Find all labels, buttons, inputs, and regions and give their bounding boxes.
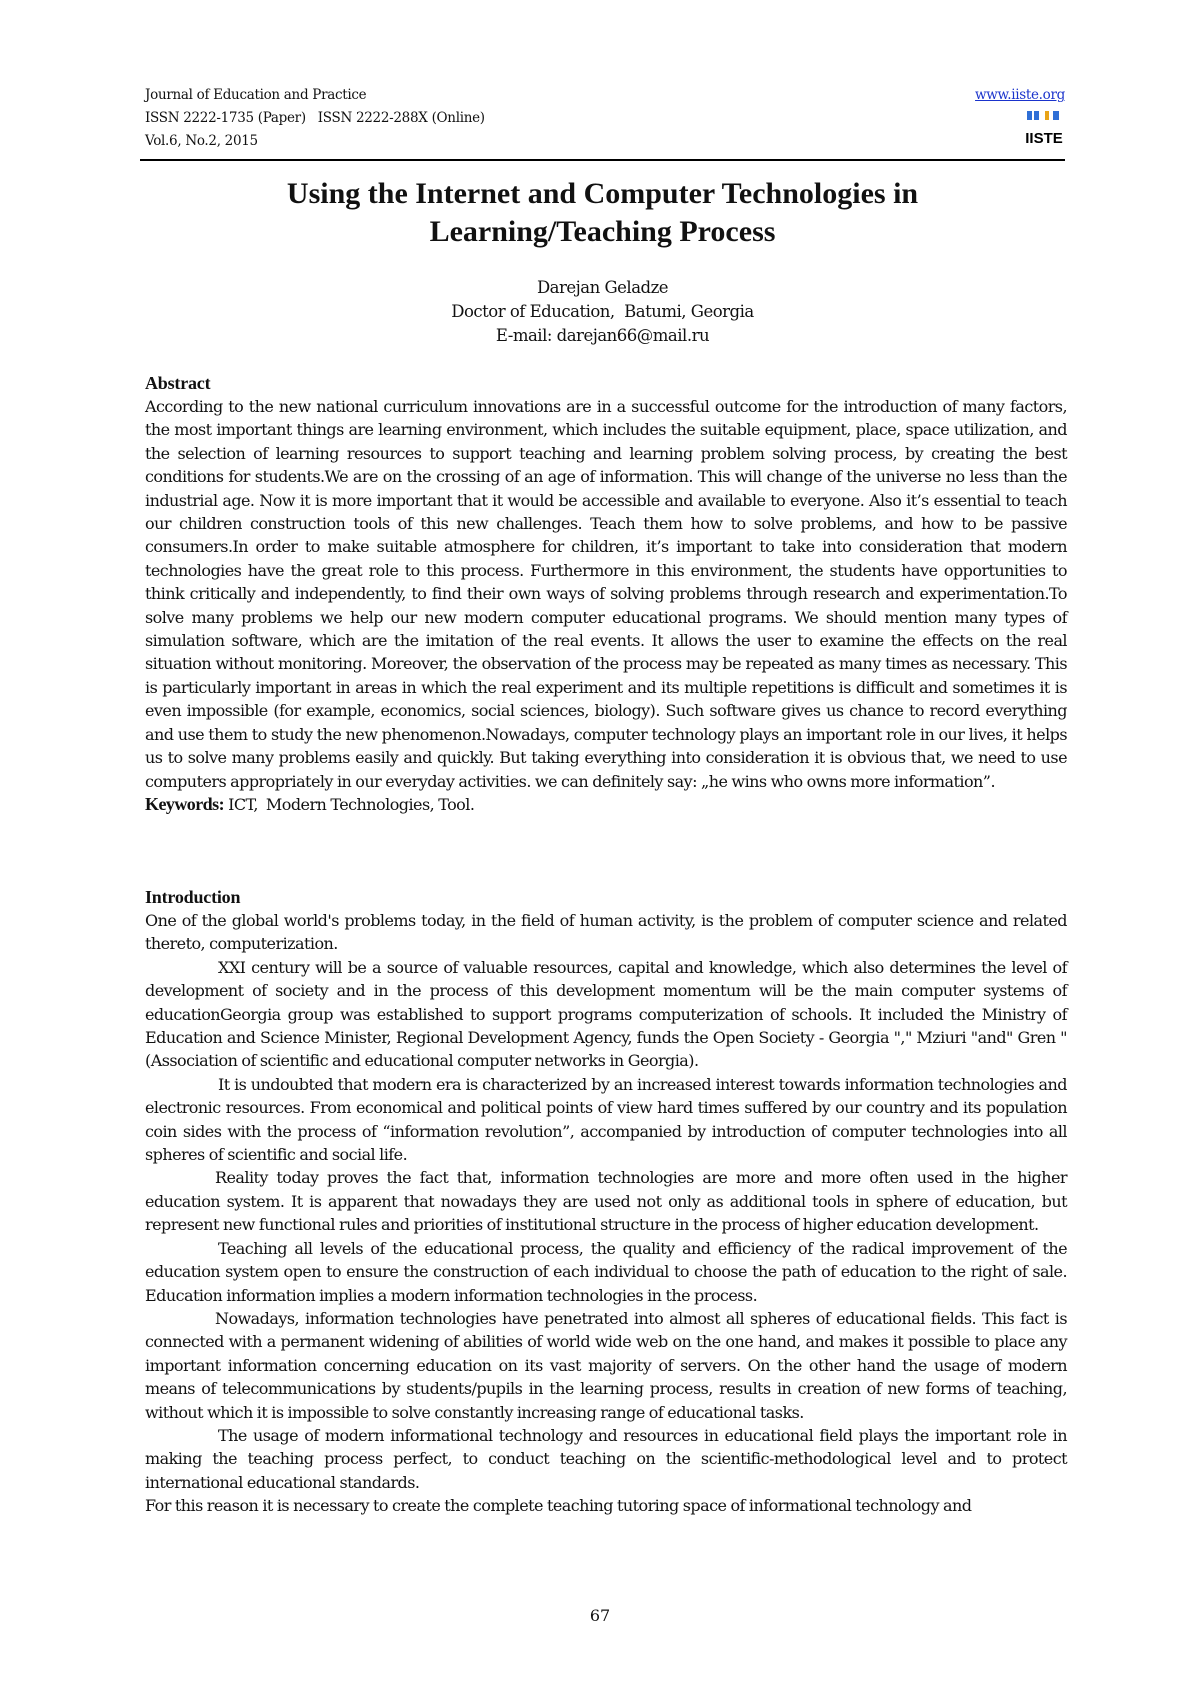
intro-paragraph-6: Nowadays, information technologies have penetrated into almost all spheres of educational fields. This fact is connected with a permanent widening of abilities of world wide web on the one hand, and makes it possible to place any important information concerning education on its vast majority of servers. On the other hand the usage of modern means of telecommunications by students/pupils in the learning process, results in creation of new forms of teaching, without which it is impossible to solve constantly increasing range of educational tasks.	[145, 1308, 1067, 1422]
journal-issn: ISSN 2222-1735 (Paper) ISSN 2222-288X (Online)	[145, 110, 485, 126]
intro-paragraph-5: Teaching all levels of the educational process, the quality and efficiency of the radical improvement of the education system open to ensure the construction of each individual to choose the path of education to the right of sale. Education information implies a modern information technologies in the process.	[145, 1238, 1067, 1305]
abstract-heading: Abstract	[145, 373, 211, 393]
introduction-section	[145, 886, 1067, 1518]
page-number: 67	[589, 1606, 611, 1625]
intro-paragraph-7: The usage of modern informational technology and resources in educational field plays the important role in making the teaching process perfect, to conduct teaching on the scientific-methodological level and to protect international educational standards.	[145, 1425, 1067, 1492]
keywords-label: Keywords:	[145, 793, 225, 814]
title-line-1: Using the Internet and Computer Technologies in	[286, 177, 919, 210]
intro-paragraph-3: It is undoubted that modern era is characterized by an increased interest towards information technologies and electronic resources. From economical and political points of view hard times suffered by our country and its population coin sides with the process of “information revolution”, accompanied by introduction of computer technologies into all spheres of scientific and social life.	[145, 1074, 1067, 1165]
author-name: Darejan Geladze	[536, 278, 669, 297]
author-affiliation: Doctor of Education, Batumi, Georgia	[451, 302, 754, 321]
journal-info	[145, 84, 485, 153]
intro-paragraph-2: XXI century will be a source of valuable resources, capital and knowledge, which also determines the level of development of society and in the process of this development momentum will be the main computer systems of educationGeorgia group was established to support programs computerization of schools. It included the Ministry of Education and Science Minister, Regional Development Agency, funds the Open Society - Georgia "," Mziuri "and" Gren "(Association of scientific and educational computer networks in Georgia).	[145, 957, 1067, 1071]
journal-name: Journal of Education and Practice	[145, 87, 367, 103]
iiste-logo	[1023, 111, 1065, 151]
intro-paragraph-1: One of the global world's problems today, in the field of human activity, is the problem of computer science and related thereto, computerization.	[145, 911, 1067, 954]
title-line-2: Learning/Teaching Process	[429, 215, 776, 248]
abstract-text: According to the new national curriculum innovations are in a successful outcome for the introduction of many factors, the most important things are learning environment, which includes the suitable equipment, place, space utilization, and the selection of learning resources to support teaching and learning problem solving process, by creating the best conditions for students.We are on the crossing of an age of information. This will change of the universe no less than the industrial age. Now it is more important that it would be accessible and available to everyone. Also it’s essential to teach our children construction tools of this new challenges. Teach them how to solve problems, and how to be passive consumers.In order to make suitable atmosphere for children, it’s important to take into consideration that modern technologies have the great role to this process. Furthermore in this environment, the students have opportunities to think critically and independently, to find their own ways of solving problems through research and experimentation.To solve many problems we help our new modern computer educational programs. We should mention many types of simulation software, which are the imitation of the real events. It allows the user to examine the effects on the real situation without monitoring. Moreover, the observation of the process may be repeated as many times as necessary. This is particularly important in areas in which the real experiment and its multiple repetitions is difficult and sometimes it is even impossible (for example, economics, social sciences, biology). Such software gives us chance to record everything and use them to study the new phenomenon.Nowadays, computer technology plays an important role in our lives, it helps us to solve many problems easily and quickly. But taking everything into consideration it is obvious that, we need to use computers appropriately in our everyday activities. we can definitely say: „he wins who owns more information”.	[145, 397, 1067, 791]
abstract-section	[145, 372, 1067, 816]
journal-website-link[interactable]: www.iiste.org	[975, 87, 1065, 103]
introduction-heading: Introduction	[145, 887, 241, 907]
keywords-text: ICT, Modern Technologies, Tool.	[224, 794, 475, 814]
intro-paragraph-8: For this reason it is necessary to create the complete teaching tutoring space of informational technology and	[145, 1496, 972, 1516]
svg-text:IISTE: IISTE	[1025, 130, 1063, 147]
author-email: E-mail: darejan66@mail.ru	[495, 326, 710, 345]
journal-header	[145, 84, 1065, 156]
header-rule	[140, 159, 1065, 161]
intro-paragraph-4: Reality today proves the fact that, information technologies are more and more often used in the higher education system. It is apparent that nowadays they are used not only as additional tools in sphere of education, but represent new functional rules and priorities of institutional structure in the process of higher education development.	[145, 1168, 1067, 1235]
author-block	[140, 276, 1065, 348]
paper-title	[140, 175, 1065, 251]
journal-volume: Vol.6, No.2, 2015	[145, 133, 258, 149]
keywords-line	[145, 793, 1067, 816]
